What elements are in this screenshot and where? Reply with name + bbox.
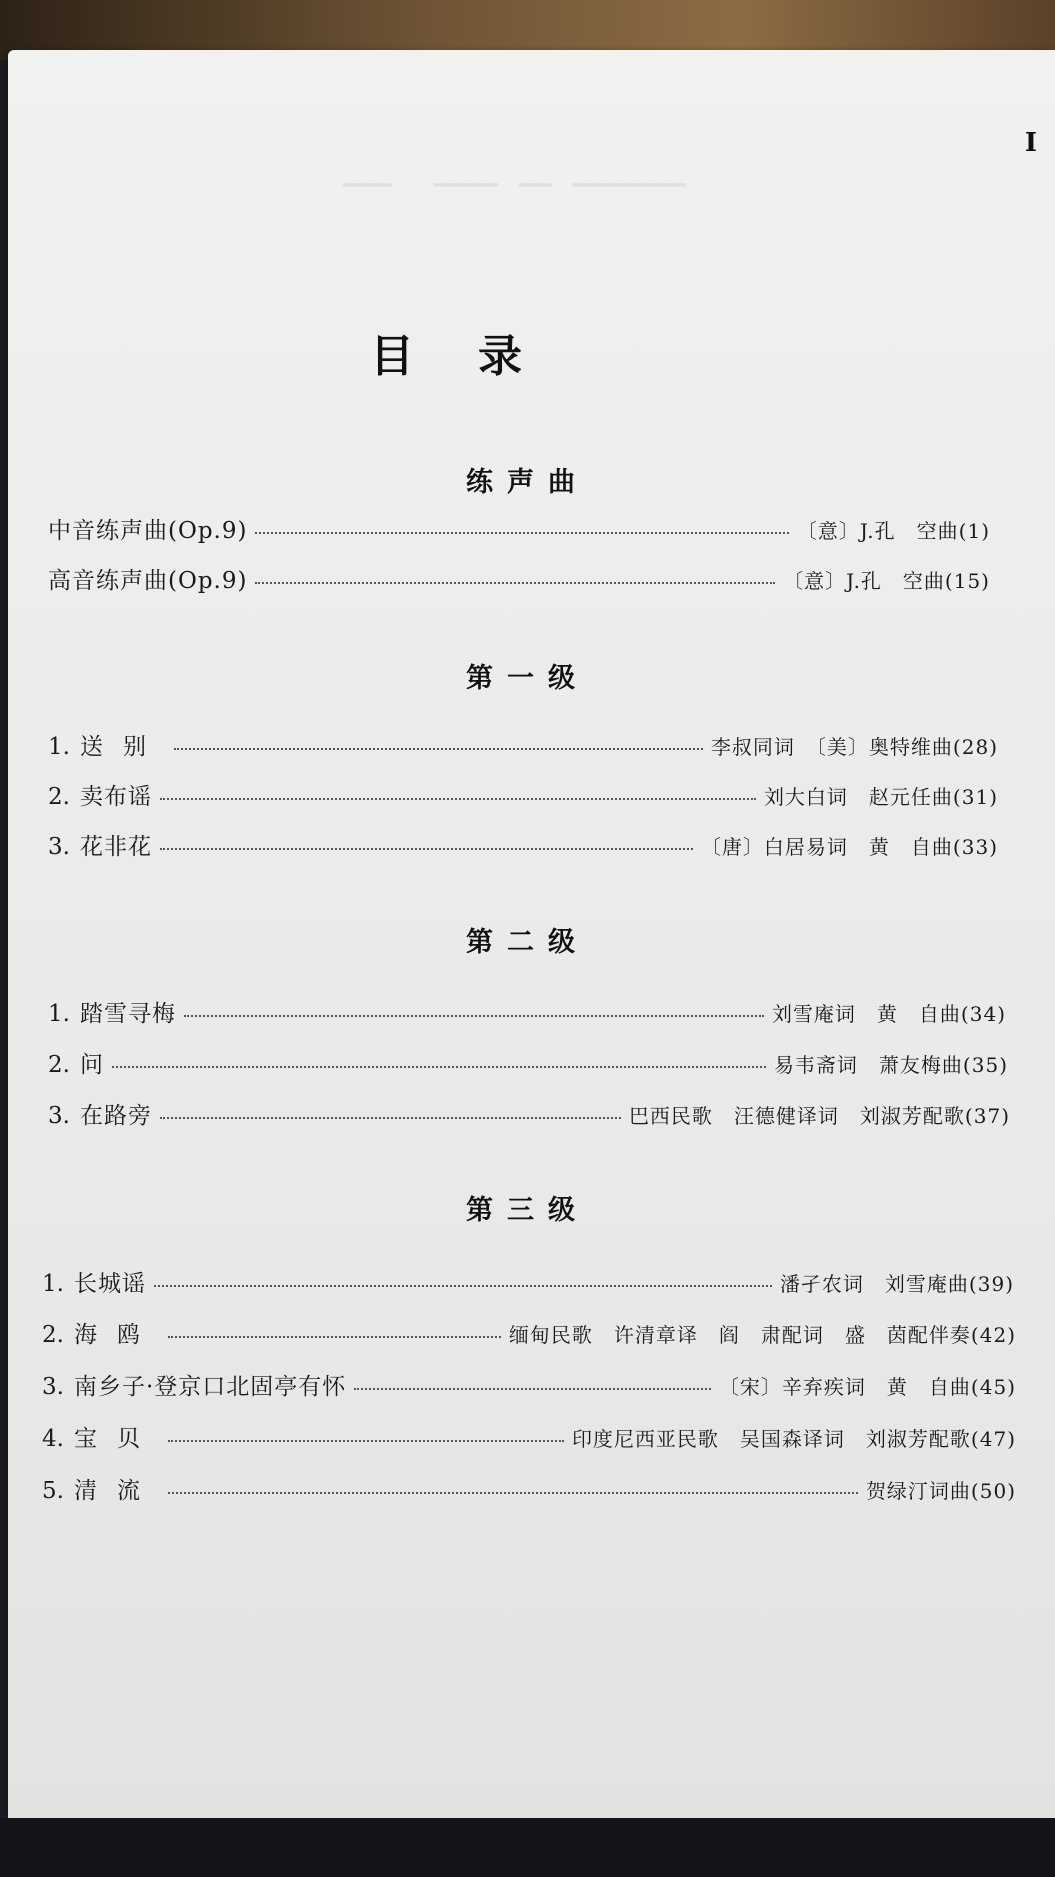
- entry-credit: 〔意〕J.孔 空曲(1): [796, 519, 990, 543]
- dot-leader: [160, 798, 756, 800]
- page-number: I: [1024, 128, 1037, 158]
- entry-credit: 缅甸民歌 许清章译 阎 肃配词 盛 茵配伴奏(42): [508, 1323, 1016, 1347]
- entry-number: 2.: [42, 1322, 64, 1348]
- section-heading-level-3: 第三级: [466, 1195, 589, 1226]
- entry-credit: 潘孑农词 刘雪庵曲(39): [779, 1272, 1014, 1296]
- toc-entry[interactable]: [48, 995, 1006, 1028]
- entry-credit: 贺绿汀词曲(50): [865, 1479, 1016, 1503]
- entry-title: 海鸥: [73, 1322, 160, 1348]
- entry-title: 宝贝: [73, 1426, 160, 1452]
- toc-entry[interactable]: [42, 1265, 1014, 1298]
- entry-title: 长城谣: [73, 1271, 146, 1297]
- toc-entry[interactable]: [48, 512, 990, 545]
- dot-leader: [184, 1015, 764, 1017]
- entry-number: 4.: [42, 1426, 64, 1452]
- bottom-edge-shadow: [0, 1818, 1055, 1877]
- entry-title: 送别: [79, 734, 166, 760]
- page-title: [370, 320, 522, 384]
- dot-leader: [112, 1066, 766, 1068]
- entry-credit: 〔唐〕白居易词 黄 自曲(33): [700, 835, 998, 859]
- title-char-1: 目: [370, 331, 414, 382]
- toc-entry[interactable]: [42, 1420, 1016, 1453]
- dot-leader: [255, 532, 788, 534]
- section-heading-level-1: 第一级: [466, 663, 589, 694]
- entry-title: 中音练声曲(Op.9): [48, 518, 248, 544]
- toc-entry[interactable]: [48, 1046, 1008, 1079]
- toc-entry[interactable]: [48, 1097, 1010, 1130]
- entry-title: 踏雪寻梅: [79, 1001, 176, 1027]
- dot-leader: [255, 582, 775, 584]
- entry-number: 1.: [48, 734, 70, 760]
- entry-number: 1.: [48, 1001, 70, 1027]
- toc-entry[interactable]: [48, 828, 998, 861]
- entry-title: 问: [79, 1052, 104, 1078]
- entry-number: 3.: [48, 1103, 70, 1129]
- entry-credit: 刘大白词 赵元任曲(31): [763, 785, 998, 809]
- section-heading-vocalise: 练声曲: [466, 467, 589, 498]
- dot-leader: [174, 748, 703, 750]
- toc-entry[interactable]: [42, 1472, 1016, 1505]
- dot-leader: [354, 1388, 711, 1390]
- toc-entry[interactable]: [48, 778, 998, 811]
- dot-leader: [154, 1285, 772, 1287]
- show-through-text: ▔▔▔ ▔▔▔▔ ▔▔ ▔▔▔▔▔▔▔: [343, 184, 686, 208]
- entry-credit: 李叔同词 〔美〕奥特维曲(28): [710, 735, 998, 759]
- entry-credit: 印度尼西亚民歌 吴国森译词 刘淑芳配歌(47): [571, 1427, 1016, 1451]
- entry-title: 清流: [73, 1478, 160, 1504]
- toc-entry[interactable]: [42, 1316, 1016, 1349]
- entry-credit: 巴西民歌 汪德健译词 刘淑芳配歌(37): [628, 1104, 1010, 1128]
- entry-title: 高音练声曲(Op.9): [48, 568, 248, 594]
- entry-number: 2.: [48, 784, 70, 810]
- toc-entry[interactable]: [48, 562, 990, 595]
- entry-title: 在路旁: [79, 1103, 152, 1129]
- entry-number: 1.: [42, 1271, 64, 1297]
- entry-title: 卖布谣: [79, 784, 152, 810]
- toc-entry[interactable]: [48, 728, 998, 761]
- dot-leader: [160, 1117, 621, 1119]
- dot-leader: [168, 1492, 858, 1494]
- entry-number: 2.: [48, 1052, 70, 1078]
- title-char-2: 录: [478, 331, 522, 382]
- entry-title: 花非花: [79, 834, 152, 860]
- dot-leader: [168, 1440, 564, 1442]
- entry-credit: 易韦斋词 萧友梅曲(35): [773, 1053, 1008, 1077]
- entry-number: 3.: [48, 834, 70, 860]
- entry-credit: 〔意〕J.孔 空曲(15): [783, 569, 990, 593]
- entry-number: 3.: [42, 1374, 64, 1400]
- dot-leader: [168, 1336, 501, 1338]
- toc-entry[interactable]: [42, 1368, 1016, 1401]
- entry-credit: 〔宋〕辛弃疾词 黄 自曲(45): [718, 1375, 1016, 1399]
- entry-credit: 刘雪庵词 黄 自曲(34): [771, 1002, 1006, 1026]
- entry-number: 5.: [42, 1478, 64, 1504]
- section-heading-level-2: 第二级: [466, 927, 589, 958]
- entry-title: 南乡子·登京口北固亭有怀: [73, 1374, 347, 1400]
- dot-leader: [160, 848, 693, 850]
